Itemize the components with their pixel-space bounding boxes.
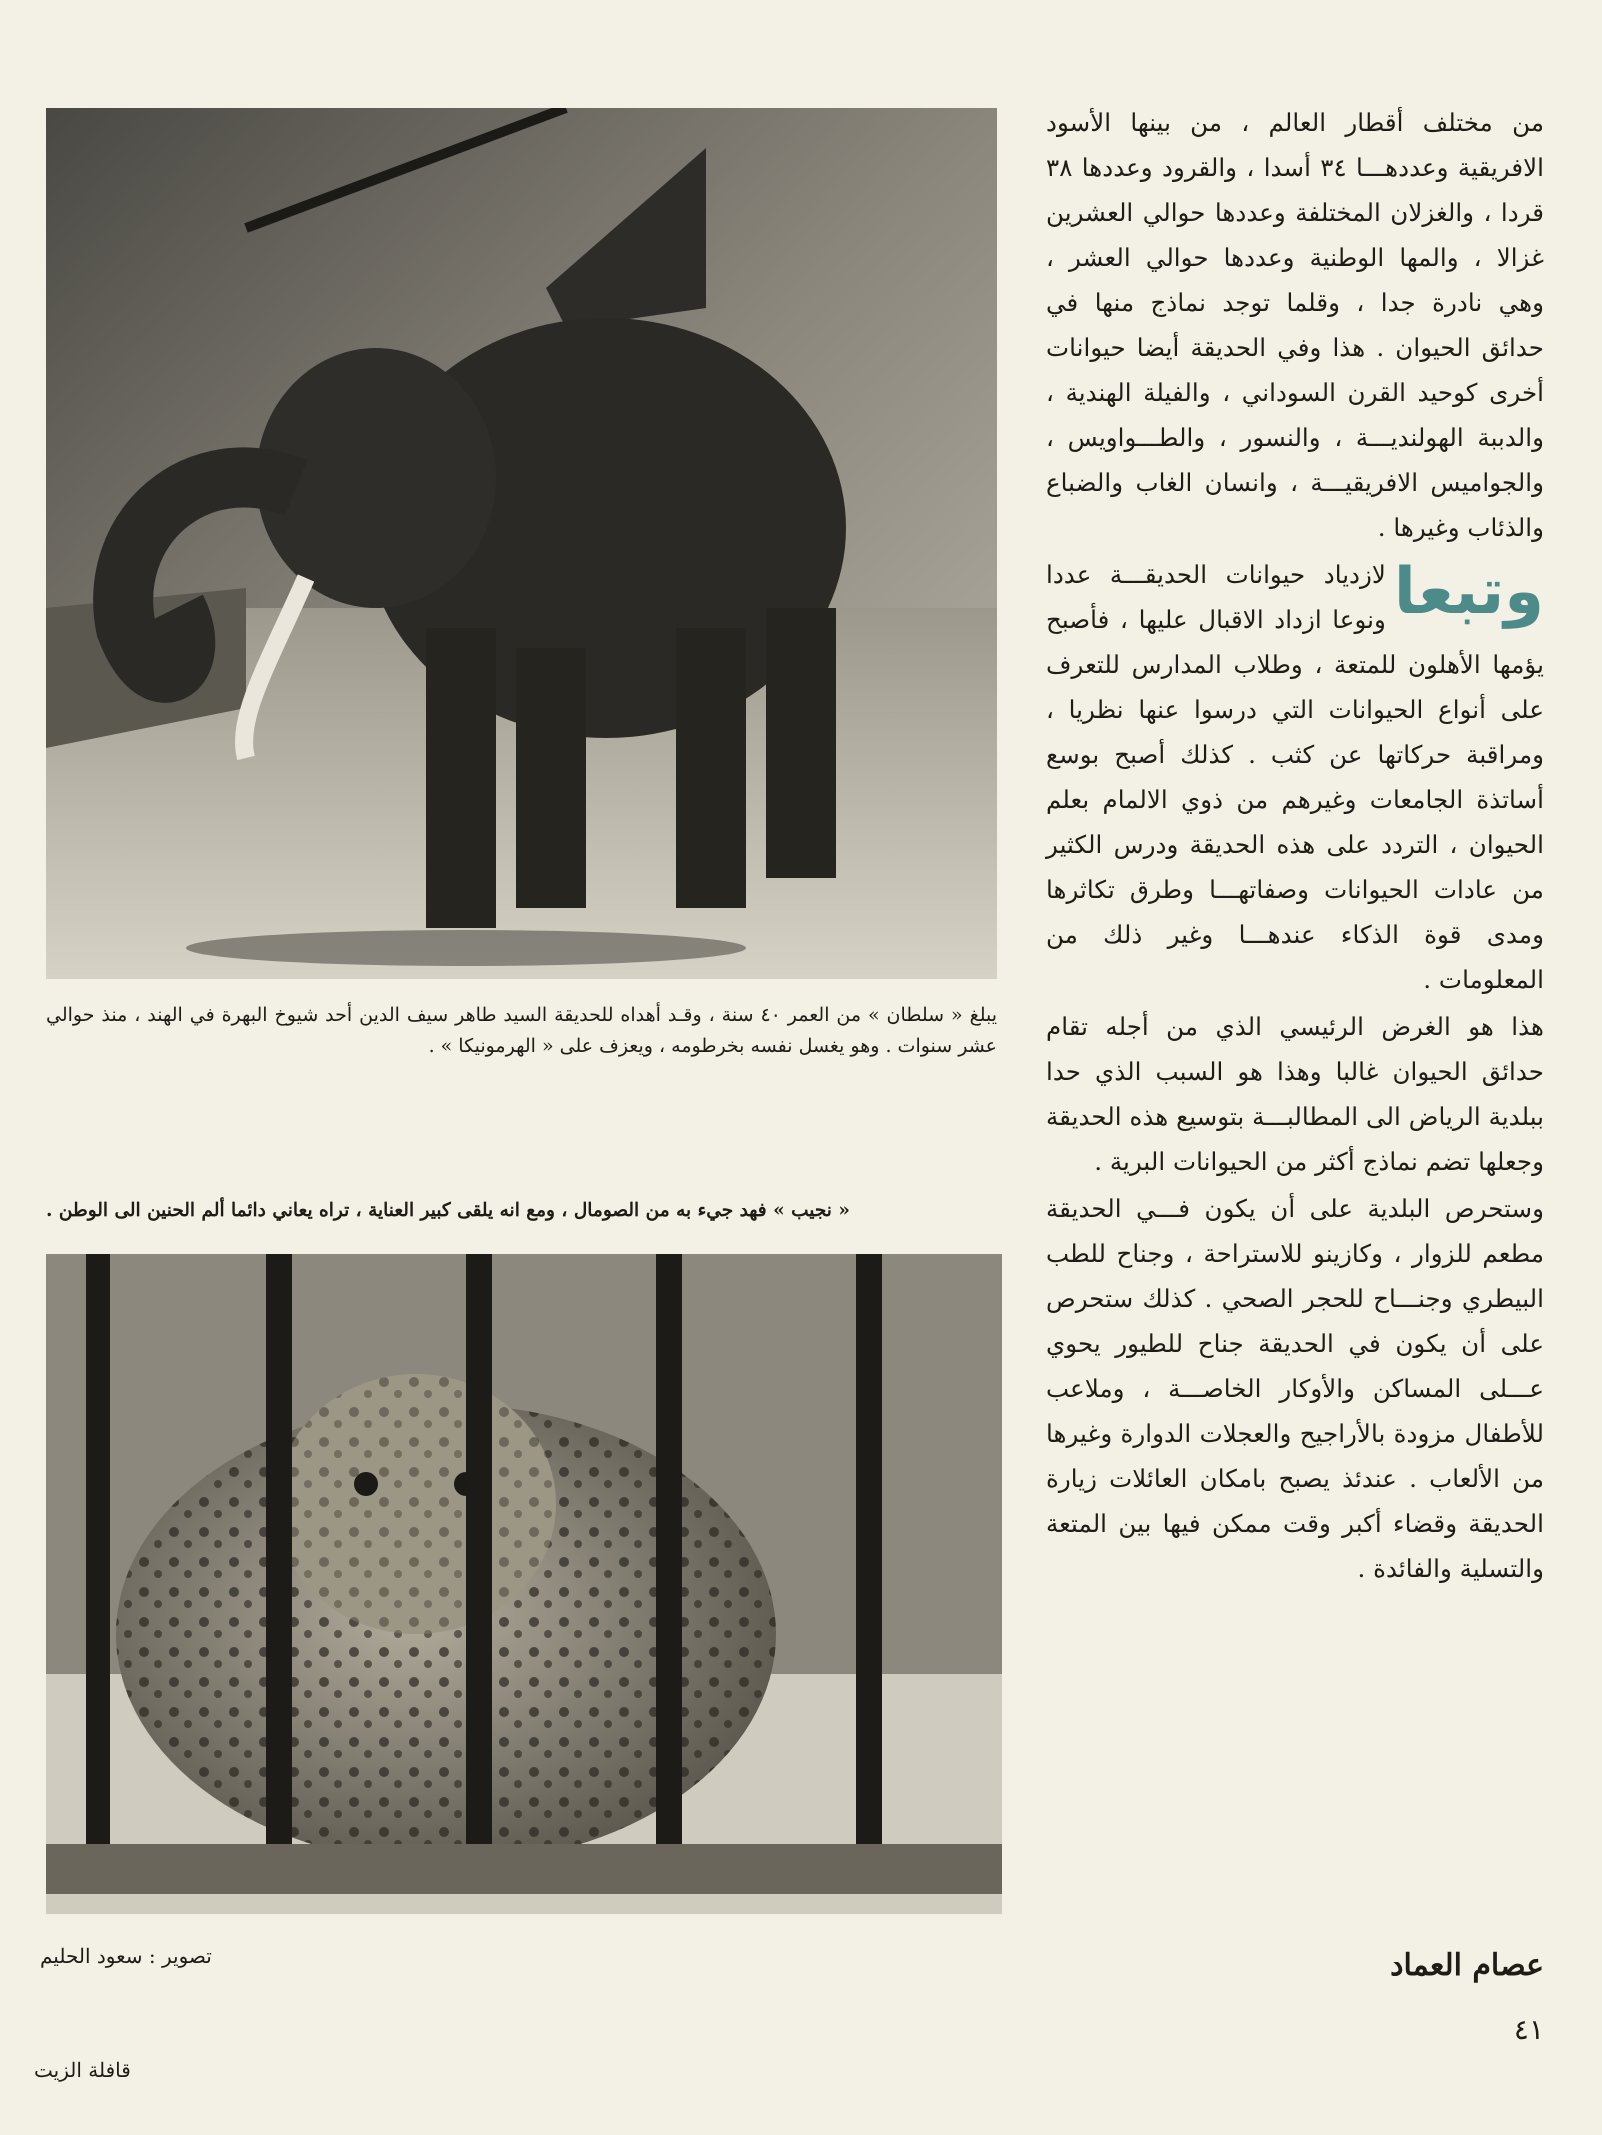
article-paragraph-1: من مختلف أقطار العالم ، من بينها الأسود الافريقية وعددهـــا ٣٤ أسدا ، والقرود وعددها ٣٨ قردا ، والغزلان المختلفة وعددها حوالي العشرين غزالا ، والمها الوطنية وعددها حوالي العشر ، وهي نادرة جدا ، وقلما توجد نماذج منها في حدائق الحيوان . هذا وفي الحديقة أيضا حيوانات أخرى كوحيد القرن السوداني ، والفيلة الهندية ، والدببة الهولنديـــة ، والنسور ، والطـــواويس ، والجواميس الافريقيـــة ، وانسان الغاب والضباع والذئاب وغيرها . — [1046, 108, 1544, 542]
elephant-photo-image — [46, 108, 997, 979]
dropcap-rest: لازدياد حيوانات الحديقـــة — [1109, 560, 1386, 589]
magazine-name: قافلة الزيت — [34, 2058, 131, 2082]
elephant-photo — [46, 108, 997, 979]
article-paragraph-4: وستحرص البلدية على أن يكون فـــي الحديقة مطعم للزوار ، وكازينو للاستراحة ، وجناح للطب البيطري وجنـــاح للحجر الصحي . كذلك ستحرص على أن يكون في الحديقة جناح للطيور يحوي عـــلى المساكن والأوكار الخاصـــة ، وملاعب للأطفال مزودة بالأراجيح والعجلات الدوارة وغيرها من الألعاب . عندئذ يصبح بامكان العائلات زيارة الحديقة وقضاء أكبر وقت ممكن فيها بين المتعة والتسلية والفائدة . — [1046, 1194, 1544, 1583]
article-paragraph-2 — [1046, 552, 1544, 1002]
article-paragraph-3: هذا هو الغرض الرئيسي الذي من أجله تقام حدائق الحيوان غالبا وهذا هو السبب الذي حدا ببلدية الرياض الى المطالبـــة بتوسيع هذه الحديقة وجعلها تضم نماذج أكثر من الحيوانات البرية . — [1046, 1012, 1544, 1176]
dropcap-word: وتبعا — [1393, 555, 1544, 629]
article-text — [1046, 100, 1544, 1593]
photo-credit: تصوير : سعود الحليم — [40, 1944, 212, 1968]
leopard-caption: « نجيب » فهد جيء به من الصومال ، ومع انه يلقى كبير العناية ، تراه يعاني دائما ألم الحنين الى الوطن . — [46, 1200, 850, 1221]
page-number: ٤١ — [1513, 2013, 1544, 2046]
author-name: عصام العماد — [1390, 1948, 1544, 1983]
article-paragraph-2-body: عددا ونوعا ازداد الاقبال عليها ، فأصبح يؤمها الأهلون للمتعة ، وطلاب المدارس للتعرف على أنواع الحيوانات التي درسوا عنها نظريا ، ومراقبة حركاتها عن كثب . كذلك أصبح بوسع أساتذة الجامعات وغيرهم من ذوي الالمام بعلم الحيوان ، التردد على هذه الحديقة ودرس الكثير من عادات الحيوانات وصفاتهـــا وطرق تكاثرها ومدى قوة الذكاء عندهـــا وغير ذلك من المعلومات . — [1046, 560, 1544, 994]
elephant-caption: يبلغ « سلطان » من العمر ٤٠ سنة ، وقـد أهداه للحديقة السيد طاهر سيف الدين أحد شيوخ البهرة في الهند ، منذ حوالي عشر سنوات . وهو يغسل نفسه بخرطومه ، ويعزف على « الهرمونيكا » . — [46, 1004, 998, 1057]
leopard-photo — [46, 1254, 1002, 1914]
leopard-photo-image — [46, 1254, 1002, 1914]
